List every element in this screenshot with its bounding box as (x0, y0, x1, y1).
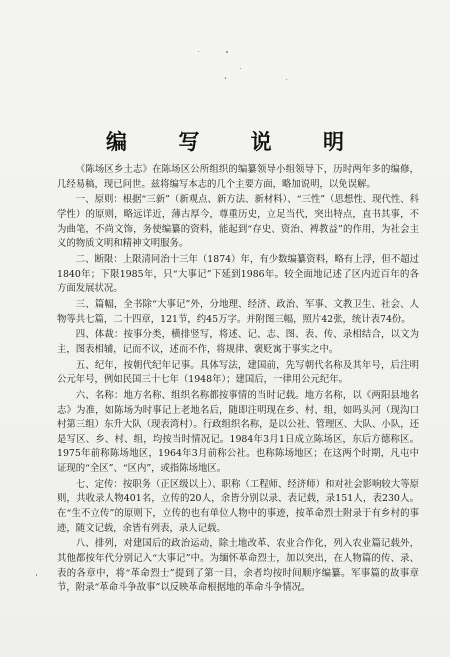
paragraph-arrangement: 八、排列，对建国后的政治运动，除土地改革、农业合作化，列入农业篇记载外，其他都按年代分别记入“大事记”中。为缅怀革命烈士，加以突出，在人物篇的传、录、表的各章中，将“革命烈士”提到了第一目，余者均按时间顺序编纂。军事篇的故事章节，附录“革命斗争故事”以反映革命根据地的革命斗争情况。 (57, 538, 419, 594)
scan-speck (36, 574, 37, 576)
paragraph-principles: 一、原则：根据“三新”（新观点、新方法、新材料）、“三性”（思想性、现代性、科学性）的原则，略远详近，薄古厚今，尊重历史，立足当代，突出特点，直书其事，不为曲笔，不尚文饰，务使编纂的资料，能起到“存史、资治、裨教益”的作用，为社会主义的物质文明和精神文明服务。 (57, 194, 419, 250)
scan-speck (225, 77, 226, 79)
paragraph-names: 六、名称：地方名称、组织名称都按事情的当时记载。地方名称，以《两阳县地名志》为准，如陈场为时事记上老地名后，随即注明现在乡、村、组，如吗头河（现沟口村第三组）东升大队（现表湾村）。行政组织名称，是以公社、管理区、大队、小队，还是写区、乡、村、组，均按当时情况记。1984年3月1日成立陈场区，东后方德称区。1975年前称陈场地区，1964年3月前称公社。也称陈场地区；在这两个时期，凡屯中证现的“全区”、“区内”，或指陈场地区。 (57, 390, 419, 474)
scan-speck (198, 51, 199, 52)
paragraph-time-span: 二、断限：上限清同治十三年（1874）年，有少数编纂资料，略有上浮，但不超过1840年；下限1985年，只“大事记”下延到1986年。较全面地记述了区内近百年的各方面发展状况。 (57, 253, 419, 295)
paragraph-format: 四、体裁：按事分类，横排竖写，将述、记、志、图、表、传、录相结合，以文为主，图表相辅，记而不议，述而不作，将规律、褒贬寓于事实之中。 (57, 329, 419, 355)
scan-speck (240, 68, 241, 69)
paragraph-biographies: 七、定传：按职务（正区级以上）、职称（工程师、经济师）和对社会影响较大等原则，共收录人物401名，立传的20人，余皆分别以录、表记载，录151人，表230人。在“生不立传”的原则下，立传的也有单位人物中的事迹，按革命烈士附录于有乡村的事迹，随文记载，余皆有列表，录人记载。 (57, 478, 419, 534)
scan-speck (286, 79, 287, 80)
scan-speck (226, 51, 228, 53)
paragraph-dating: 五、纪年，按朝代纪年记事。具体写法，建国前，先写朝代名称及其年号，后注明公元年号，例如民国三十七年（1948年）；建国后，一律用公元纪年。 (57, 359, 419, 386)
page-title: 编 写 说 明 (106, 129, 366, 154)
paragraph-length: 三、篇幅，全书除“大事记”外，分地理、经济、政治、军事、文教卫生、社会、人物等共七篇，二十四章，121节，约45万字。并附图三幅，照片42张，统计表74份。 (57, 298, 419, 325)
document-body (57, 163, 419, 597)
paragraph-intro: 《陈场区乡土志》在陈场区公所组织的编纂领导小组领导下，历时两年多的编修，几经易稿，现已问世。兹将编写本志的几个主要方面，略加说明，以免误解。 (57, 164, 419, 190)
